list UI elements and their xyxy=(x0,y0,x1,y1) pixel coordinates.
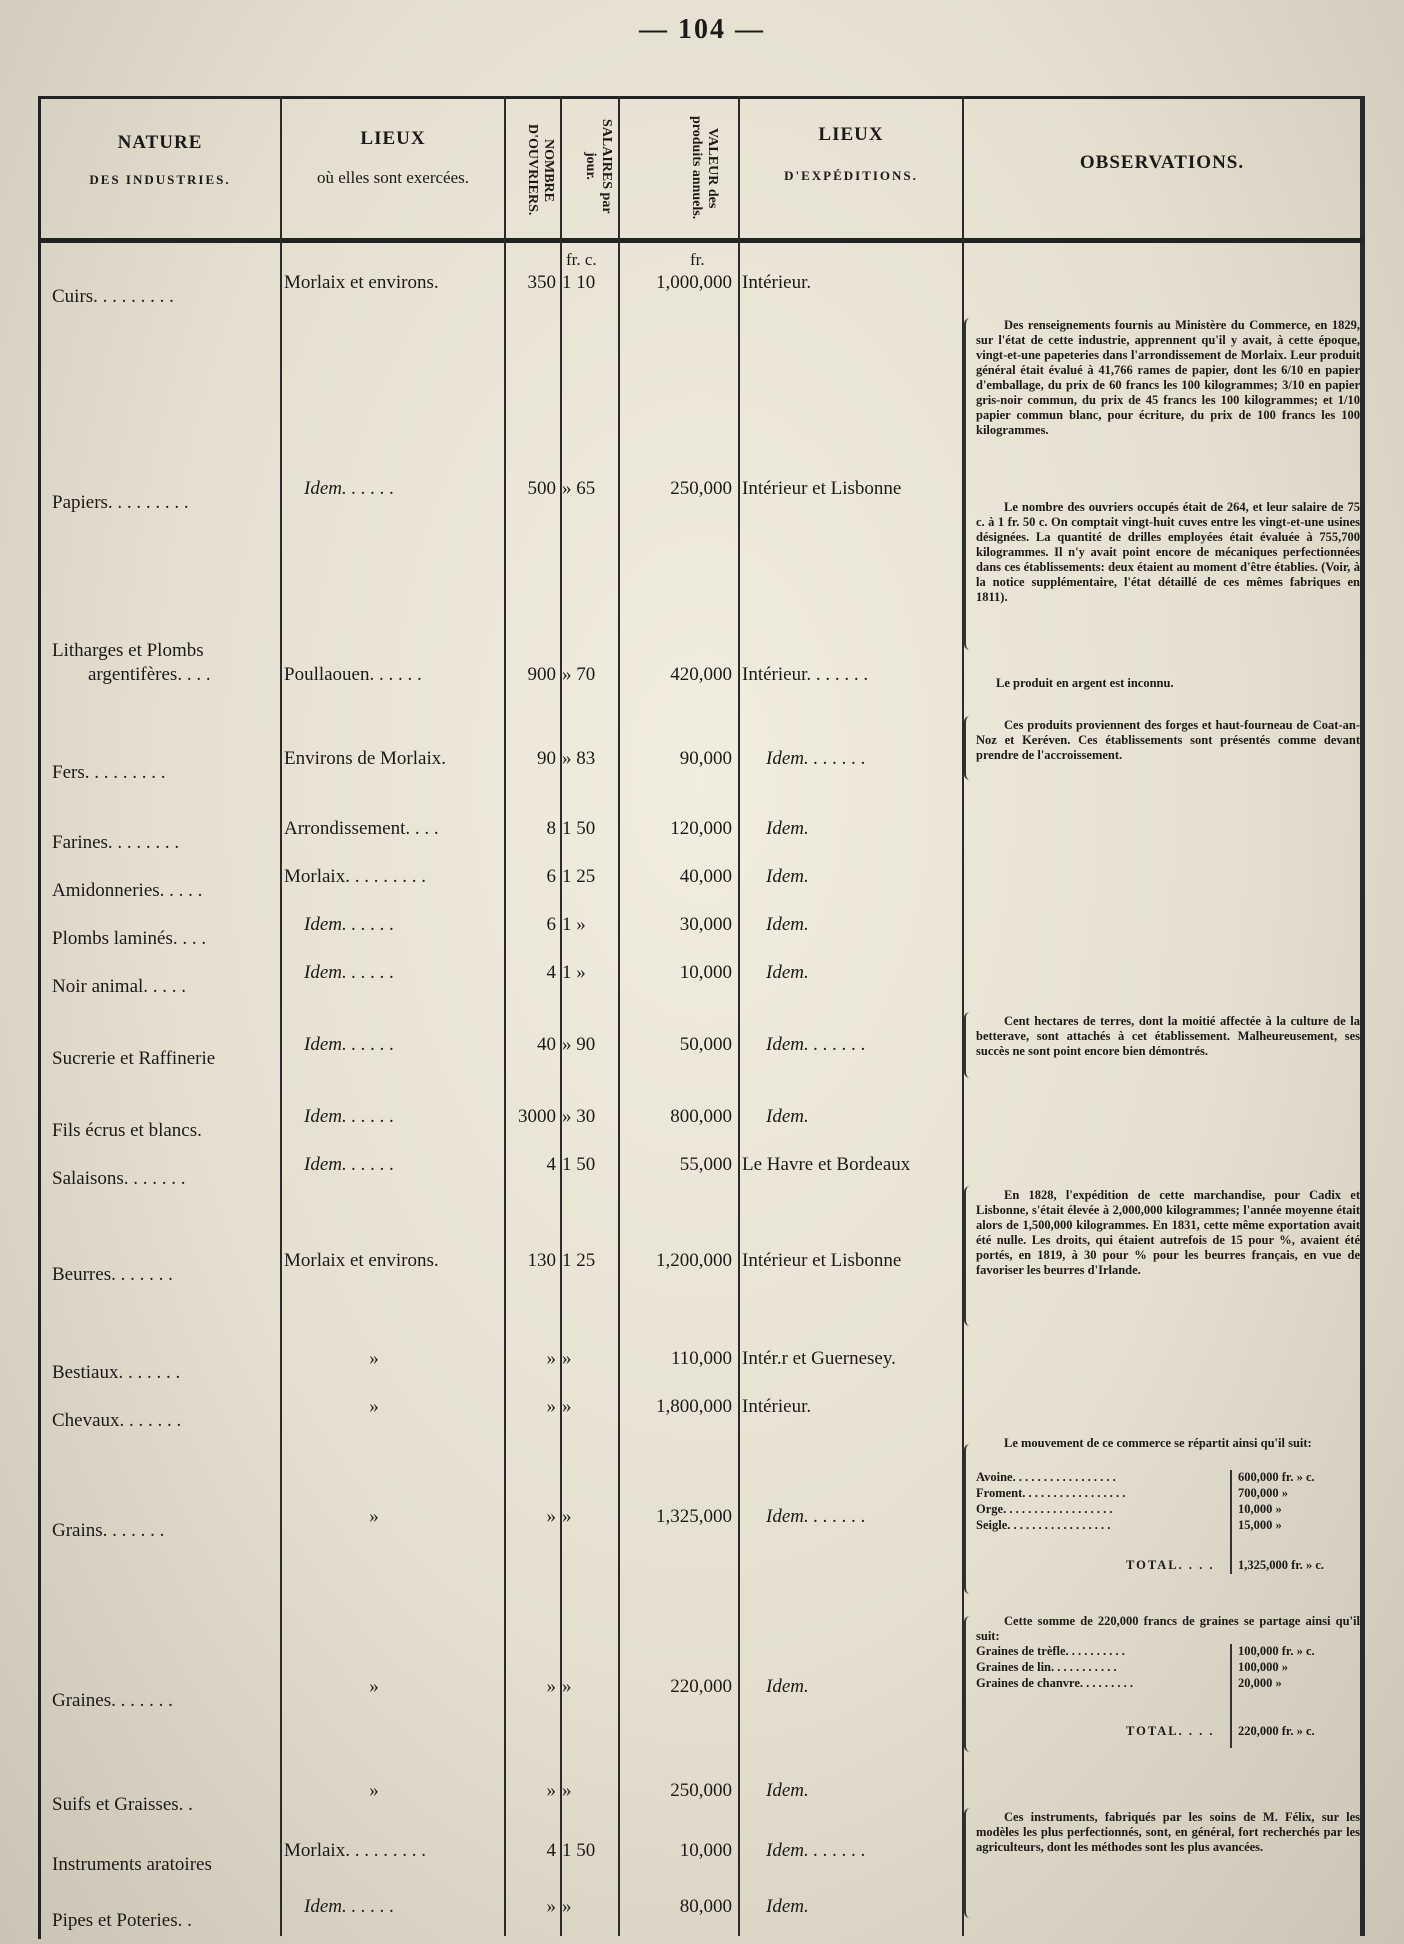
row-daily-wage: 1 50 xyxy=(562,818,596,839)
header-lieux-line1: LIEUX xyxy=(360,128,426,149)
breakdown-value: 100,000 » xyxy=(1238,1660,1288,1674)
row-workers-count: 6 xyxy=(546,866,556,887)
row-daily-wage: » 70 xyxy=(562,664,596,685)
row-workers-count: 900 xyxy=(527,664,556,685)
row-industry-name: Farines. . . . . . . . xyxy=(52,832,180,853)
unit-valeur: fr. xyxy=(690,250,705,269)
row-daily-wage: » 83 xyxy=(562,748,596,769)
row-location: Idem. . . . . . xyxy=(304,1034,395,1055)
grains-total-value: 1,325,000 fr. » c. xyxy=(1238,1558,1324,1572)
row-daily-wage: » xyxy=(562,1780,572,1801)
row-location: Idem. . . . . . xyxy=(304,962,395,983)
row-daily-wage: 1 10 xyxy=(562,272,596,293)
row-shipping-destination: Idem. . . . . . . xyxy=(766,748,866,769)
row-location: Arrondissement. . . . xyxy=(284,818,439,839)
row-location: » xyxy=(369,1506,379,1527)
page-number: — 104 — xyxy=(639,14,765,45)
row-industry-name: Bestiaux. . . . . . . xyxy=(52,1362,181,1383)
row-workers-count: » xyxy=(546,1506,556,1527)
column-divider xyxy=(618,96,620,1936)
row-industry-name: Sucrerie et Raffinerie xyxy=(52,1048,216,1069)
row-annual-value: 120,000 xyxy=(670,818,732,839)
brace-beurres xyxy=(964,1186,974,1326)
row-industry-name: Grains. . . . . . . xyxy=(52,1520,165,1541)
row-industry-name-cont: argentifères. . . . xyxy=(88,664,211,685)
breakdown-row xyxy=(976,1486,1356,1501)
row-shipping-destination: Idem. xyxy=(766,1780,809,1801)
row-location: Idem. . . . . . xyxy=(304,478,395,499)
row-workers-count: 500 xyxy=(527,478,556,499)
row-annual-value: 55,000 xyxy=(679,1154,732,1175)
row-location: Idem. . . . . . xyxy=(304,914,395,935)
header-expeditions-line2: D'EXPÉDITIONS. xyxy=(784,168,918,183)
row-annual-value: 10,000 xyxy=(679,962,732,983)
row-workers-count: » xyxy=(546,1676,556,1697)
breakdown-label: Seigle. . . . . . . . . . . . . . . . . xyxy=(976,1518,1111,1532)
header-lieux-line2: où elles sont exercées. xyxy=(317,168,469,187)
row-location: Morlaix. . . . . . . . . xyxy=(284,866,426,887)
row-daily-wage: 1 25 xyxy=(562,1250,596,1271)
row-location: Morlaix et environs. xyxy=(284,1250,439,1271)
graines-total-value: 220,000 fr. » c. xyxy=(1238,1724,1315,1738)
row-annual-value: 10,000 xyxy=(679,1840,732,1861)
row-location: Idem. . . . . . xyxy=(304,1154,395,1175)
row-industry-name: Instruments aratoires xyxy=(52,1854,212,1875)
brace-papiers xyxy=(964,318,974,650)
row-industry-name: Cuirs. . . . . . . . . xyxy=(52,286,174,307)
row-workers-count: » xyxy=(546,1348,556,1369)
row-annual-value: 1,325,000 xyxy=(656,1506,732,1527)
row-shipping-destination: Idem. xyxy=(766,818,809,839)
observation-instruments: Ces instruments, fabriqués par les soins de M. Félix, sur les modèles les plus perfectionnés, sont, en général, fort recherchés par les agriculteurs, dont les méthodes sont les plus avancées. xyxy=(976,1810,1360,1854)
row-shipping-destination: Idem. xyxy=(766,1896,809,1917)
row-shipping-destination: Idem. . . . . . . xyxy=(766,1034,866,1055)
breakdown-label: Froment. . . . . . . . . . . . . . . . . xyxy=(976,1486,1126,1500)
row-daily-wage: 1 » xyxy=(562,914,586,935)
row-location: » xyxy=(369,1396,379,1417)
row-location: » xyxy=(369,1676,379,1697)
row-shipping-destination: Idem. xyxy=(766,1106,809,1127)
row-industry-name: Papiers. . . . . . . . . xyxy=(52,492,189,513)
row-shipping-destination: Intérieur. . . . . . . xyxy=(742,664,869,685)
row-annual-value: 50,000 xyxy=(679,1034,732,1055)
header-nature xyxy=(42,132,278,188)
breakdown-row xyxy=(976,1502,1356,1517)
row-annual-value: 250,000 xyxy=(670,478,732,499)
row-industry-name: Fers. . . . . . . . . xyxy=(52,762,166,783)
row-daily-wage: 1 50 xyxy=(562,1154,596,1175)
observation-fers: Ces produits proviennent des forges et haut-fourneau de Coat-an-Noz et Keréven. Ces établissements sont présentés comme devant prendre de l'accroissement. xyxy=(976,718,1360,762)
row-workers-count: 4 xyxy=(546,1154,556,1175)
row-shipping-destination: Intérieur et Lisbonne xyxy=(742,478,902,499)
row-annual-value: 1,000,000 xyxy=(656,272,732,293)
row-shipping-destination: Intér.r et Guernesey. xyxy=(742,1348,896,1369)
row-workers-count: 4 xyxy=(546,1840,556,1861)
brace-graines xyxy=(964,1616,974,1752)
row-workers-count: 350 xyxy=(527,272,556,293)
row-industry-name: Pipes et Poteries. . xyxy=(52,1910,192,1931)
header-valeur: VALEUR des produits annuels. xyxy=(689,116,720,220)
row-shipping-destination: Idem. xyxy=(766,866,809,887)
row-location: Morlaix. . . . . . . . . xyxy=(284,1840,426,1861)
breakdown-value: 10,000 » xyxy=(1238,1502,1282,1516)
header-expeditions-line1: LIEUX xyxy=(818,124,884,145)
row-annual-value: 420,000 xyxy=(670,664,732,685)
row-annual-value: 800,000 xyxy=(670,1106,732,1127)
row-daily-wage: » 65 xyxy=(562,478,596,499)
row-daily-wage: » xyxy=(562,1348,572,1369)
column-divider xyxy=(280,96,282,1936)
breakdown-row xyxy=(976,1644,1356,1659)
row-daily-wage: » xyxy=(562,1896,572,1917)
breakdown-label: Graines de chanvre. . . . . . . . . xyxy=(976,1676,1134,1690)
row-shipping-destination: Intérieur et Lisbonne xyxy=(742,1250,902,1271)
table-frame-right-border xyxy=(1360,96,1365,1936)
breakdown-value: 100,000 fr. » c. xyxy=(1238,1644,1315,1658)
header-nature-line1: NATURE xyxy=(117,132,203,153)
row-location: Idem. . . . . . xyxy=(304,1106,395,1127)
row-location: Poullaouen. . . . . . xyxy=(284,664,422,685)
row-workers-count: 8 xyxy=(546,818,556,839)
breakdown-row xyxy=(976,1676,1356,1691)
row-shipping-destination: Intérieur. xyxy=(742,1396,812,1417)
header-nature-line2: DES INDUSTRIES. xyxy=(89,172,231,187)
breakdown-label: Graines de lin. . . . . . . . . . . xyxy=(976,1660,1117,1674)
row-shipping-destination: Idem. . . . . . . xyxy=(766,1840,866,1861)
row-annual-value: 220,000 xyxy=(670,1676,732,1697)
row-shipping-destination: Idem. xyxy=(766,914,809,935)
graines-total-row xyxy=(976,1724,1356,1739)
row-industry-name: Suifs et Graisses. . xyxy=(52,1794,193,1815)
row-location: » xyxy=(369,1780,379,1801)
row-shipping-destination: Intérieur. xyxy=(742,272,812,293)
row-location: Morlaix et environs. xyxy=(284,272,439,293)
row-industry-name: Salaisons. . . . . . . xyxy=(52,1168,186,1189)
row-shipping-destination: Idem. . . . . . . xyxy=(766,1506,866,1527)
row-workers-count: » xyxy=(546,1396,556,1417)
unit-salaires: fr. c. xyxy=(566,250,597,269)
header-lieux xyxy=(282,128,504,188)
column-divider xyxy=(738,96,740,1936)
row-industry-name: Chevaux. . . . . . . xyxy=(52,1410,182,1431)
observation-grains-intro: Le mouvement de ce commerce se répartit ainsi qu'il suit: xyxy=(1004,1436,1312,1450)
grains-total-row xyxy=(976,1558,1356,1573)
row-daily-wage: » xyxy=(562,1396,572,1417)
row-daily-wage: » xyxy=(562,1506,572,1527)
brace-grains xyxy=(964,1444,974,1594)
breakdown-value: 15,000 » xyxy=(1238,1518,1282,1532)
breakdown-row xyxy=(976,1470,1356,1485)
row-shipping-destination: Idem. xyxy=(766,962,809,983)
header-rule xyxy=(38,238,1363,243)
graines-total-label: TOTAL. . . . xyxy=(1126,1724,1215,1738)
column-divider xyxy=(560,96,562,1936)
breakdown-row xyxy=(976,1518,1356,1533)
row-shipping-destination: Le Havre et Bordeaux xyxy=(742,1154,911,1175)
breakdown-value: 20,000 » xyxy=(1238,1676,1282,1690)
breakdown-label: Avoine. . . . . . . . . . . . . . . . . xyxy=(976,1470,1116,1484)
row-industry-name: Noir animal. . . . . xyxy=(52,976,187,997)
row-industry-name: Amidonneries. . . . . xyxy=(52,880,203,901)
header-expeditions xyxy=(740,124,962,184)
header-observations: OBSERVATIONS. xyxy=(1079,152,1245,173)
row-annual-value: 80,000 xyxy=(679,1896,732,1917)
breakdown-label: Graines de trèfle. . . . . . . . . . xyxy=(976,1644,1125,1658)
row-daily-wage: 1 50 xyxy=(562,1840,596,1861)
row-daily-wage: » xyxy=(562,1676,572,1697)
row-industry-name: Litharges et Plombs xyxy=(52,640,204,661)
row-workers-count: 6 xyxy=(546,914,556,935)
row-workers-count: 130 xyxy=(527,1250,556,1271)
row-location: Idem. . . . . . xyxy=(304,1896,395,1917)
breakdown-label: Orge. . . . . . . . . . . . . . . . . . xyxy=(976,1502,1113,1516)
row-industry-name: Fils écrus et blancs. xyxy=(52,1120,202,1141)
observation-sucrerie: Cent hectares de terres, dont la moitié affectée à la culture de la betterave, sont attachés à cet établissement. Malheureusement, ses succès ne sont point encore bien démontrés. xyxy=(976,1014,1360,1058)
row-daily-wage: » 90 xyxy=(562,1034,596,1055)
row-workers-count: 3000 xyxy=(518,1106,556,1127)
observation-papiers-2: Le nombre des ouvriers occupés était de 264, et leur salaire de 75 c. à 1 fr. 50 c. On comptait vingt-huit cuves entre les vingt-et-une usines désignées. La quantité de drilles employées était évaluée à 755,700 kilogrammes. Il n'y avait point encore de mécaniques perfectionnées dans ces établissements: deux étaient au moment d'être établies. (Voir, à la notice supplémentaire, l'état détaillé de ces mêmes fabriques en 1811). xyxy=(976,500,1360,604)
row-annual-value: 110,000 xyxy=(670,1348,732,1369)
row-annual-value: 40,000 xyxy=(679,866,732,887)
brace-instruments xyxy=(964,1808,974,1918)
breakdown-row xyxy=(976,1660,1356,1675)
row-annual-value: 30,000 xyxy=(679,914,732,935)
row-workers-count: 4 xyxy=(546,962,556,983)
row-industry-name: Plombs laminés. . . . xyxy=(52,928,207,949)
brace-fers xyxy=(964,716,974,780)
header-nombre: NOMBRE D'OUVRIERS. xyxy=(525,124,556,216)
row-daily-wage: 1 25 xyxy=(562,866,596,887)
row-workers-count: 90 xyxy=(537,748,556,769)
observation-graines-intro: Cette somme de 220,000 francs de graines se partage ainsi qu'il suit: xyxy=(976,1614,1360,1643)
observation-litharges: Le produit en argent est inconnu. xyxy=(996,676,1174,690)
row-workers-count: » xyxy=(546,1780,556,1801)
row-location: Environs de Morlaix. xyxy=(284,748,447,769)
breakdown-value: 700,000 » xyxy=(1238,1486,1288,1500)
row-workers-count: 40 xyxy=(537,1034,556,1055)
observation-beurres: En 1828, l'expédition de cette marchandise, pour Cadix et Lisbonne, s'était élevée à 2,000,000 kilogrammes; l'année moyenne était alors de 1,500,000 kilogrammes. En 1831, cette même exportation avait été nulle. Les droits, qui étaient autrefois de 15 pour %, avaient été portés, en 1819, à 30 pour % pour les beurres français, en vue de favoriser les beurres d'Irlande. xyxy=(976,1188,1360,1277)
column-divider xyxy=(504,96,506,1936)
row-location: » xyxy=(369,1348,379,1369)
header-salaires: SALAIRES par jour. xyxy=(583,118,614,214)
observation-papiers: Des renseignements fournis au Ministère du Commerce, en 1829, sur l'état de cette industrie, apprennent qu'il y avait, à cette époque, vingt-et-une papeteries dans l'arrondissement de Morlaix. Leur produit général était évalué à 41,766 rames de papier, dont les 6/10 en papier d'emballage, du prix de 60 francs les 100 kilogrammes; 3/10 en papier gris-noir commun, du prix de 45 francs les 100 kilogrammes; et 1/10 papier commun blanc, pour écriture, du prix de 100 francs les 100 kilogrammes. xyxy=(976,318,1360,437)
row-annual-value: 250,000 xyxy=(670,1780,732,1801)
brace-sucrerie xyxy=(964,1012,974,1078)
breakdown-value: 600,000 fr. » c. xyxy=(1238,1470,1315,1484)
row-daily-wage: » 30 xyxy=(562,1106,596,1127)
row-industry-name: Beurres. . . . . . . xyxy=(52,1264,173,1285)
row-shipping-destination: Idem. xyxy=(766,1676,809,1697)
grains-total-label: TOTAL. . . . xyxy=(1126,1558,1215,1572)
row-annual-value: 90,000 xyxy=(679,748,732,769)
row-industry-name: Graines. . . . . . . xyxy=(52,1690,173,1711)
row-workers-count: » xyxy=(546,1896,556,1917)
row-annual-value: 1,200,000 xyxy=(656,1250,732,1271)
row-annual-value: 1,800,000 xyxy=(656,1396,732,1417)
row-daily-wage: 1 » xyxy=(562,962,586,983)
